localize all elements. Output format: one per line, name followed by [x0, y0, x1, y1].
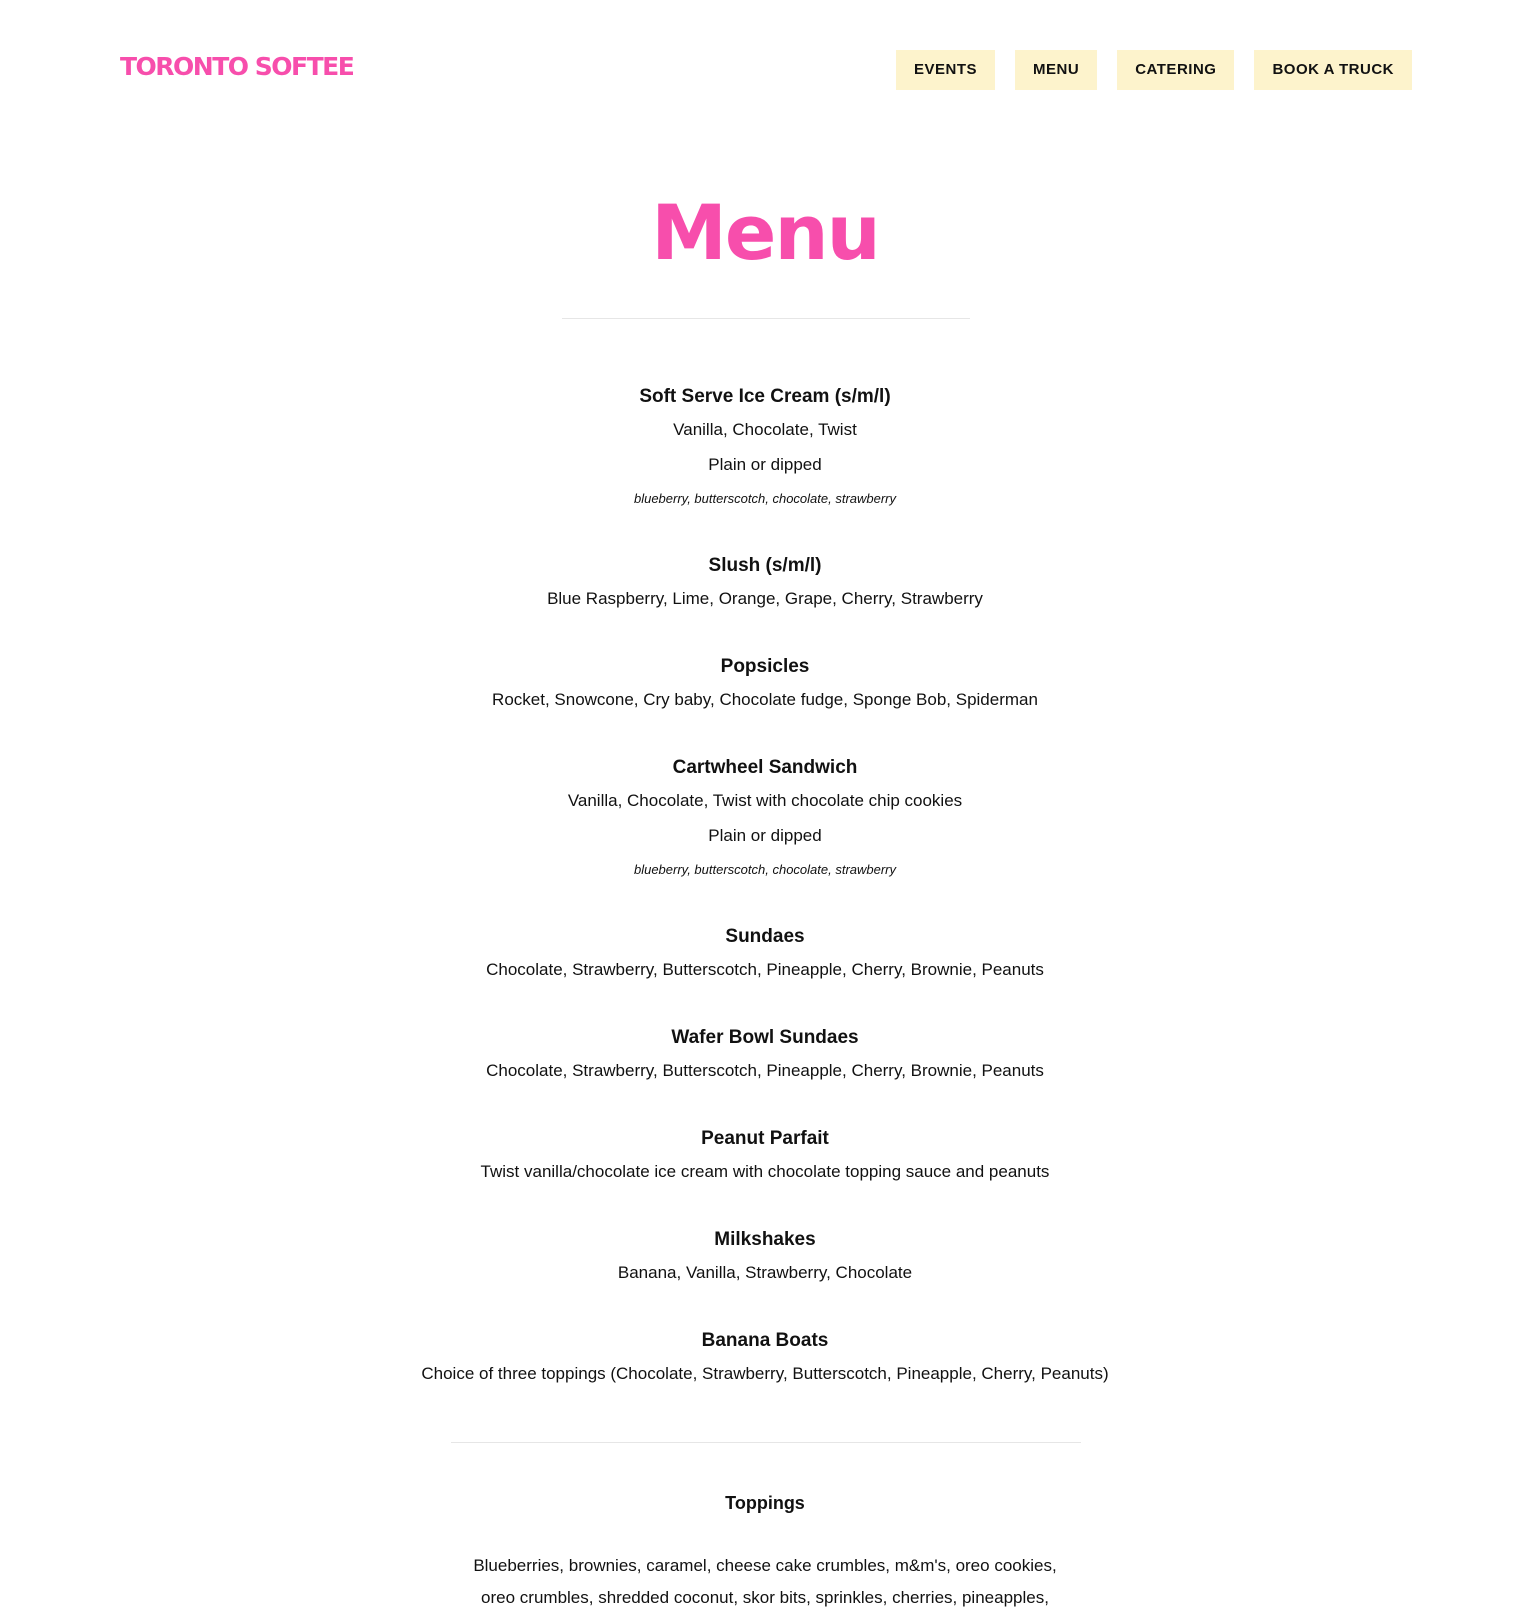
toppings-line: Blueberries, brownies, caramel, cheese cake crumbles, m&m's, oreo cookies,: [473, 1556, 1057, 1575]
toppings-line: oreo crumbles, shredded coconut, skor bits, sprinkles, cherries, pineapples,: [481, 1588, 1049, 1607]
menu-list: [0, 381, 1530, 1426]
menu-item-name: Slush (s/m/l): [708, 555, 822, 576]
nav-catering[interactable]: CATERING: [1117, 50, 1234, 90]
nav-book-a-truck[interactable]: BOOK A TRUCK: [1254, 50, 1412, 90]
menu-item-line: Chocolate, Strawberry, Butterscotch, Pineapple, Cherry, Brownie, Peanuts: [486, 1061, 1044, 1080]
menu-item-line: Chocolate, Strawberry, Butterscotch, Pineapple, Cherry, Brownie, Peanuts: [486, 960, 1044, 979]
menu-item-line: Twist vanilla/chocolate ice cream with chocolate topping sauce and peanuts: [480, 1162, 1050, 1181]
menu-item: [0, 1325, 1530, 1391]
menu-item: [0, 550, 1530, 616]
menu-item: [0, 1022, 1530, 1088]
page-title: Menu: [651, 188, 879, 277]
toppings-list: [0, 1550, 1530, 1614]
nav-events[interactable]: EVENTS: [896, 50, 995, 90]
site-logo[interactable]: TORONTO SOFTEE: [120, 52, 354, 81]
menu-item-name: Sundaes: [725, 926, 805, 947]
menu-item: [0, 381, 1530, 515]
menu-item-note: blueberry, butterscotch, chocolate, strawberry: [633, 862, 897, 877]
menu-item-name: Cartwheel Sandwich: [672, 757, 858, 778]
menu-item-line: Choice of three toppings (Chocolate, Strawberry, Butterscotch, Pineapple, Cherry, Peanuts): [421, 1364, 1109, 1383]
toppings-heading: Toppings: [725, 1493, 805, 1513]
menu-item-line: Vanilla, Chocolate, Twist: [673, 420, 857, 439]
nav-menu[interactable]: MENU: [1015, 50, 1097, 90]
menu-item-line: Vanilla, Chocolate, Twist with chocolate chip cookies: [567, 791, 963, 810]
menu-item-line: Plain or dipped: [708, 455, 822, 474]
menu-item-note: blueberry, butterscotch, chocolate, strawberry: [633, 491, 897, 506]
menu-item-line: Rocket, Snowcone, Cry baby, Chocolate fudge, Sponge Bob, Spiderman: [492, 690, 1038, 709]
menu-item: [0, 921, 1530, 987]
menu-item-line: Banana, Vanilla, Strawberry, Chocolate: [617, 1263, 913, 1282]
menu-item-name: Soft Serve Ice Cream (s/m/l): [639, 386, 891, 407]
divider: [451, 1442, 1081, 1443]
main-nav: [896, 50, 1412, 90]
menu-item: [0, 1224, 1530, 1290]
menu-item: [0, 1123, 1530, 1189]
menu-item-name: Banana Boats: [701, 1330, 829, 1351]
menu-item-name: Milkshakes: [714, 1229, 816, 1250]
menu-item-name: Popsicles: [720, 656, 810, 677]
menu-item-name: Wafer Bowl Sundaes: [671, 1027, 859, 1048]
divider: [562, 318, 970, 319]
menu-item-line: Blue Raspberry, Lime, Orange, Grape, Cherry, Strawberry: [547, 589, 983, 608]
menu-item-line: Plain or dipped: [708, 826, 822, 845]
menu-item-name: Peanut Parfait: [701, 1128, 829, 1149]
menu-item: [0, 651, 1530, 717]
menu-item: [0, 752, 1530, 886]
